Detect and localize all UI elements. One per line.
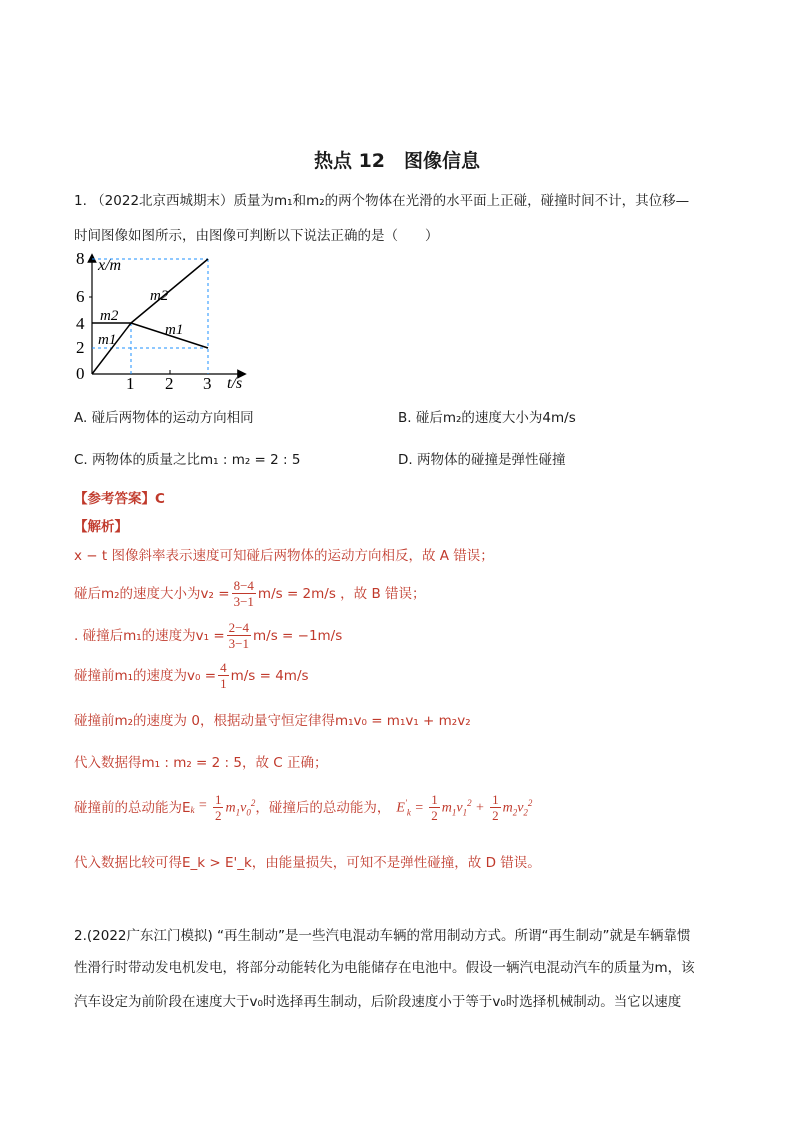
- option-a: A. 碰后两物体的运动方向相同: [74, 410, 254, 426]
- q1-stem-line1: 1. （2022北京西城期末）质量为m₁和m₂的两个物体在光滑的水平面上正碰，碰撞时间不计，其位移—: [74, 193, 690, 209]
- x-tick-2: 2: [165, 374, 174, 392]
- analysis-line-3-post: m/s = −1m/s: [253, 627, 343, 644]
- q2-line-3: 汽车设定为前阶段在速度大于v₀时选择再生制动，后阶段速度小于等于v₀时选择机械制动。当它以速度: [74, 994, 682, 1010]
- q1-stem-line2: 时间图像如图所示，由图像可判断以下说法正确的是（ ）: [74, 228, 439, 244]
- analysis-line-3-pre: . 碰撞后m₁的速度为v₁ =: [74, 627, 225, 644]
- displacement-time-graph: [74, 252, 264, 392]
- page-title: 热点 12 图像信息: [313, 150, 481, 172]
- analysis-line-6: 代入数据得m₁ : m₂ = 2 : 5，故 C 正确；: [74, 755, 328, 771]
- frac-num: 2−4: [228, 620, 249, 635]
- label-m1-before: m1: [98, 332, 117, 348]
- y-axis-label: x/m: [98, 257, 122, 274]
- analysis-line-7-pre: 碰撞前的总动能为E: [74, 799, 191, 816]
- frac-num: 8−4: [233, 578, 254, 593]
- label-m2-after: m2: [150, 288, 169, 304]
- frac-den: 3−1: [228, 636, 249, 651]
- x-tick-1: 1: [126, 374, 135, 392]
- frac-den: 3−1: [233, 594, 254, 609]
- analysis-line-7-mid: ，碰撞后的总动能为，: [255, 799, 391, 816]
- label-m1-after: m1: [165, 322, 184, 338]
- q2-line-1: 2.(2022广东江门模拟) “再生制动”是一些汽电混动车辆的常用制动方式。所谓“再生制动”就是车辆靠惯: [74, 928, 691, 944]
- analysis-line-7: 碰撞前的总动能为E $_k$ = $\frac{1}{2}$ $m_1v_0^2$ ，碰撞后的总动能为， $E'_k$ = $\frac{1}{2}$ $m_1v_1^2$ + $\frac{1}{2}$ $m_2v_2^2$: [74, 792, 533, 824]
- option-c: C. 两物体的质量之比m₁ : m₂ = 2 : 5: [74, 452, 301, 468]
- label-m2-before: m2: [100, 308, 119, 324]
- analysis-line-1: x − t 图像斜率表示速度可知碰后两物体的运动方向相反，故 A 错误；: [74, 548, 494, 564]
- option-d: D. 两物体的碰撞是弹性碰撞: [398, 452, 566, 468]
- reference-answer: 【参考答案】C: [74, 491, 165, 507]
- x-tick-3: 3: [203, 374, 212, 392]
- frac-num: 4: [220, 660, 227, 675]
- analysis-line-8: 代入数据比较可得E_k > E'_k，由能量损失，可知不是弹性碰撞，故 D 错误。: [74, 855, 541, 871]
- m2-after-line: [131, 259, 208, 323]
- analysis-title: 【解析】: [74, 519, 128, 535]
- analysis-line-4-pre: 碰撞前m₁的速度为v₀ =: [74, 667, 217, 684]
- y-tick-2: 2: [76, 338, 85, 357]
- frac-den: 1: [220, 676, 227, 691]
- q2-line-2: 性滑行时带动发电机发电，将部分动能转化为电能储存在电池中。假设一辆汽电混动汽车的质量为m，该: [74, 960, 695, 976]
- y-tick-8: 8: [76, 252, 85, 268]
- y-tick-0: 0: [76, 364, 85, 383]
- y-tick-4: 4: [76, 314, 85, 333]
- x-axis-label: t/s: [227, 375, 243, 392]
- analysis-line-2: [74, 578, 426, 609]
- y-tick-6: 6: [76, 287, 85, 306]
- analysis-line-3: [74, 620, 342, 651]
- analysis-line-2-post: m/s = 2m/s ，故 B 错误；: [257, 585, 426, 602]
- analysis-line-4: [74, 660, 309, 691]
- analysis-line-4-post: m/s = 4m/s: [230, 667, 309, 684]
- analysis-line-2-pre: 碰后m₂的速度大小为v₂ =: [74, 585, 230, 602]
- analysis-line-5: 碰撞前m₂的速度为 0，根据动量守恒定律得m₁v₀ = m₁v₁ + m₂v₂: [74, 713, 471, 729]
- m1-before-line: [92, 323, 131, 374]
- option-b: B. 碰后m₂的速度大小为4m/s: [398, 410, 576, 426]
